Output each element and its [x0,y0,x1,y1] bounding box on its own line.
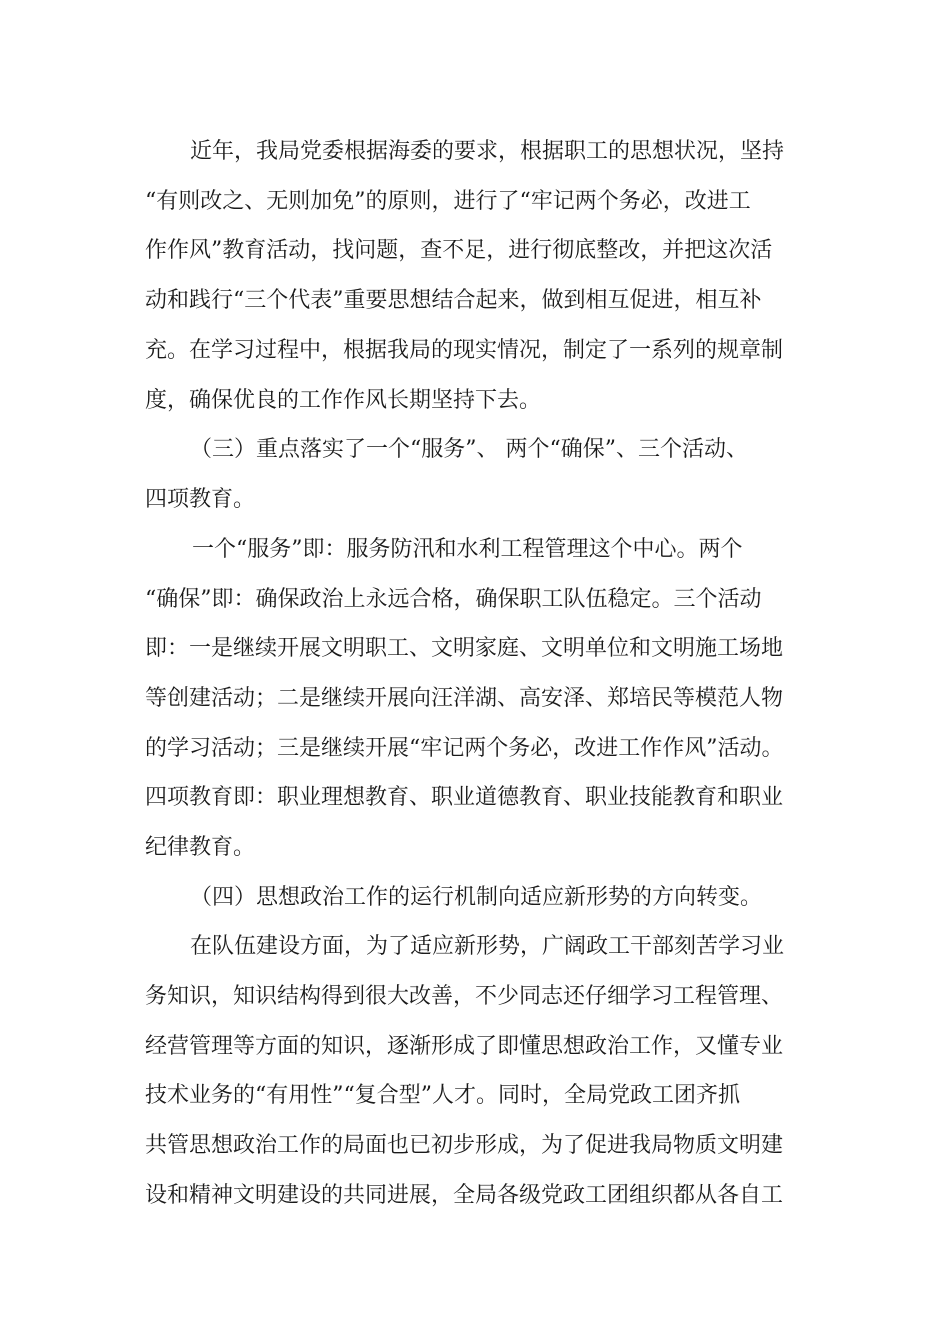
paragraph-1-line-6: 度，确保优良的工作作风长期坚持下去。 [145,388,542,413]
paragraph-2-line-3: 即：一是继续开展文明职工、文明家庭、文明单位和文明施工场地 [145,636,784,661]
paragraph-1-line-1: 近年，我局党委根据海委的要求，根据职工的思想状况，坚持 [190,139,785,164]
paragraph-1-line-4: 动和践行“三个代表”重要思想结合起来，做到相互促进，相互补 [145,288,762,313]
paragraph-2-line-6: 四项教育即：职业理想教育、职业道德教育、职业技能教育和职业 [145,785,784,810]
paragraph-3-line-6: 设和精神文明建设的共同进展，全局各级党政工团组织都从各自工 [145,1183,784,1208]
paragraph-1-line-3: 作作风”教育活动，找问题，查不足，进行彻底整改，并把这次活 [145,238,773,263]
paragraph-3-line-3: 经营管理等方面的知识，逐渐形成了即懂思想政治工作，又懂专业 [145,1034,784,1059]
paragraph-3-line-4: 技术业务的“有用性”“复合型”人才。同时，全局党政工团齐抓 [145,1083,740,1108]
paragraph-3-line-2: 务知识，知识结构得到很大改善，不少同志还仔细学习工程管理、 [145,984,784,1009]
paragraph-2-line-1: 一个“服务”即：服务防汛和水利工程管理这个中心。两个 [192,537,743,562]
section-heading-3-line-2: 四项教育。 [145,487,256,512]
paragraph-2-line-4: 等创建活动；二是继续开展向汪洋湖、高安泽、郑培民等模范人物 [145,686,784,711]
paragraph-2-line-5: 的学习活动；三是继续开展“牢记两个务必，改进工作作风”活动。 [145,736,784,761]
paragraph-2-line-2: “确保”即：确保政治上永远合格，确保职工队伍稳定。三个活动 [145,587,762,612]
paragraph-1-line-5: 充。在学习过程中，根据我局的现实情况，制定了一系列的规章制 [145,338,784,363]
paragraph-3-line-5: 共管思想政治工作的局面也已初步形成，为了促进我局物质文明建 [145,1133,784,1158]
section-heading-4: （四）思想政治工作的运行机制向适应新形势的方向转变。 [190,885,763,910]
paragraph-3-line-1: 在队伍建设方面，为了适应新形势，广阔政工干部刻苦学习业 [190,934,785,959]
section-heading-3-line-1: （三）重点落实了一个“服务”、 两个“确保”、三个活动、 [190,437,748,462]
paragraph-2-line-7: 纪律教育。 [145,835,256,860]
paragraph-1-line-2: “有则改之、无则加免”的原则，进行了“牢记两个务必，改进工 [145,189,751,214]
